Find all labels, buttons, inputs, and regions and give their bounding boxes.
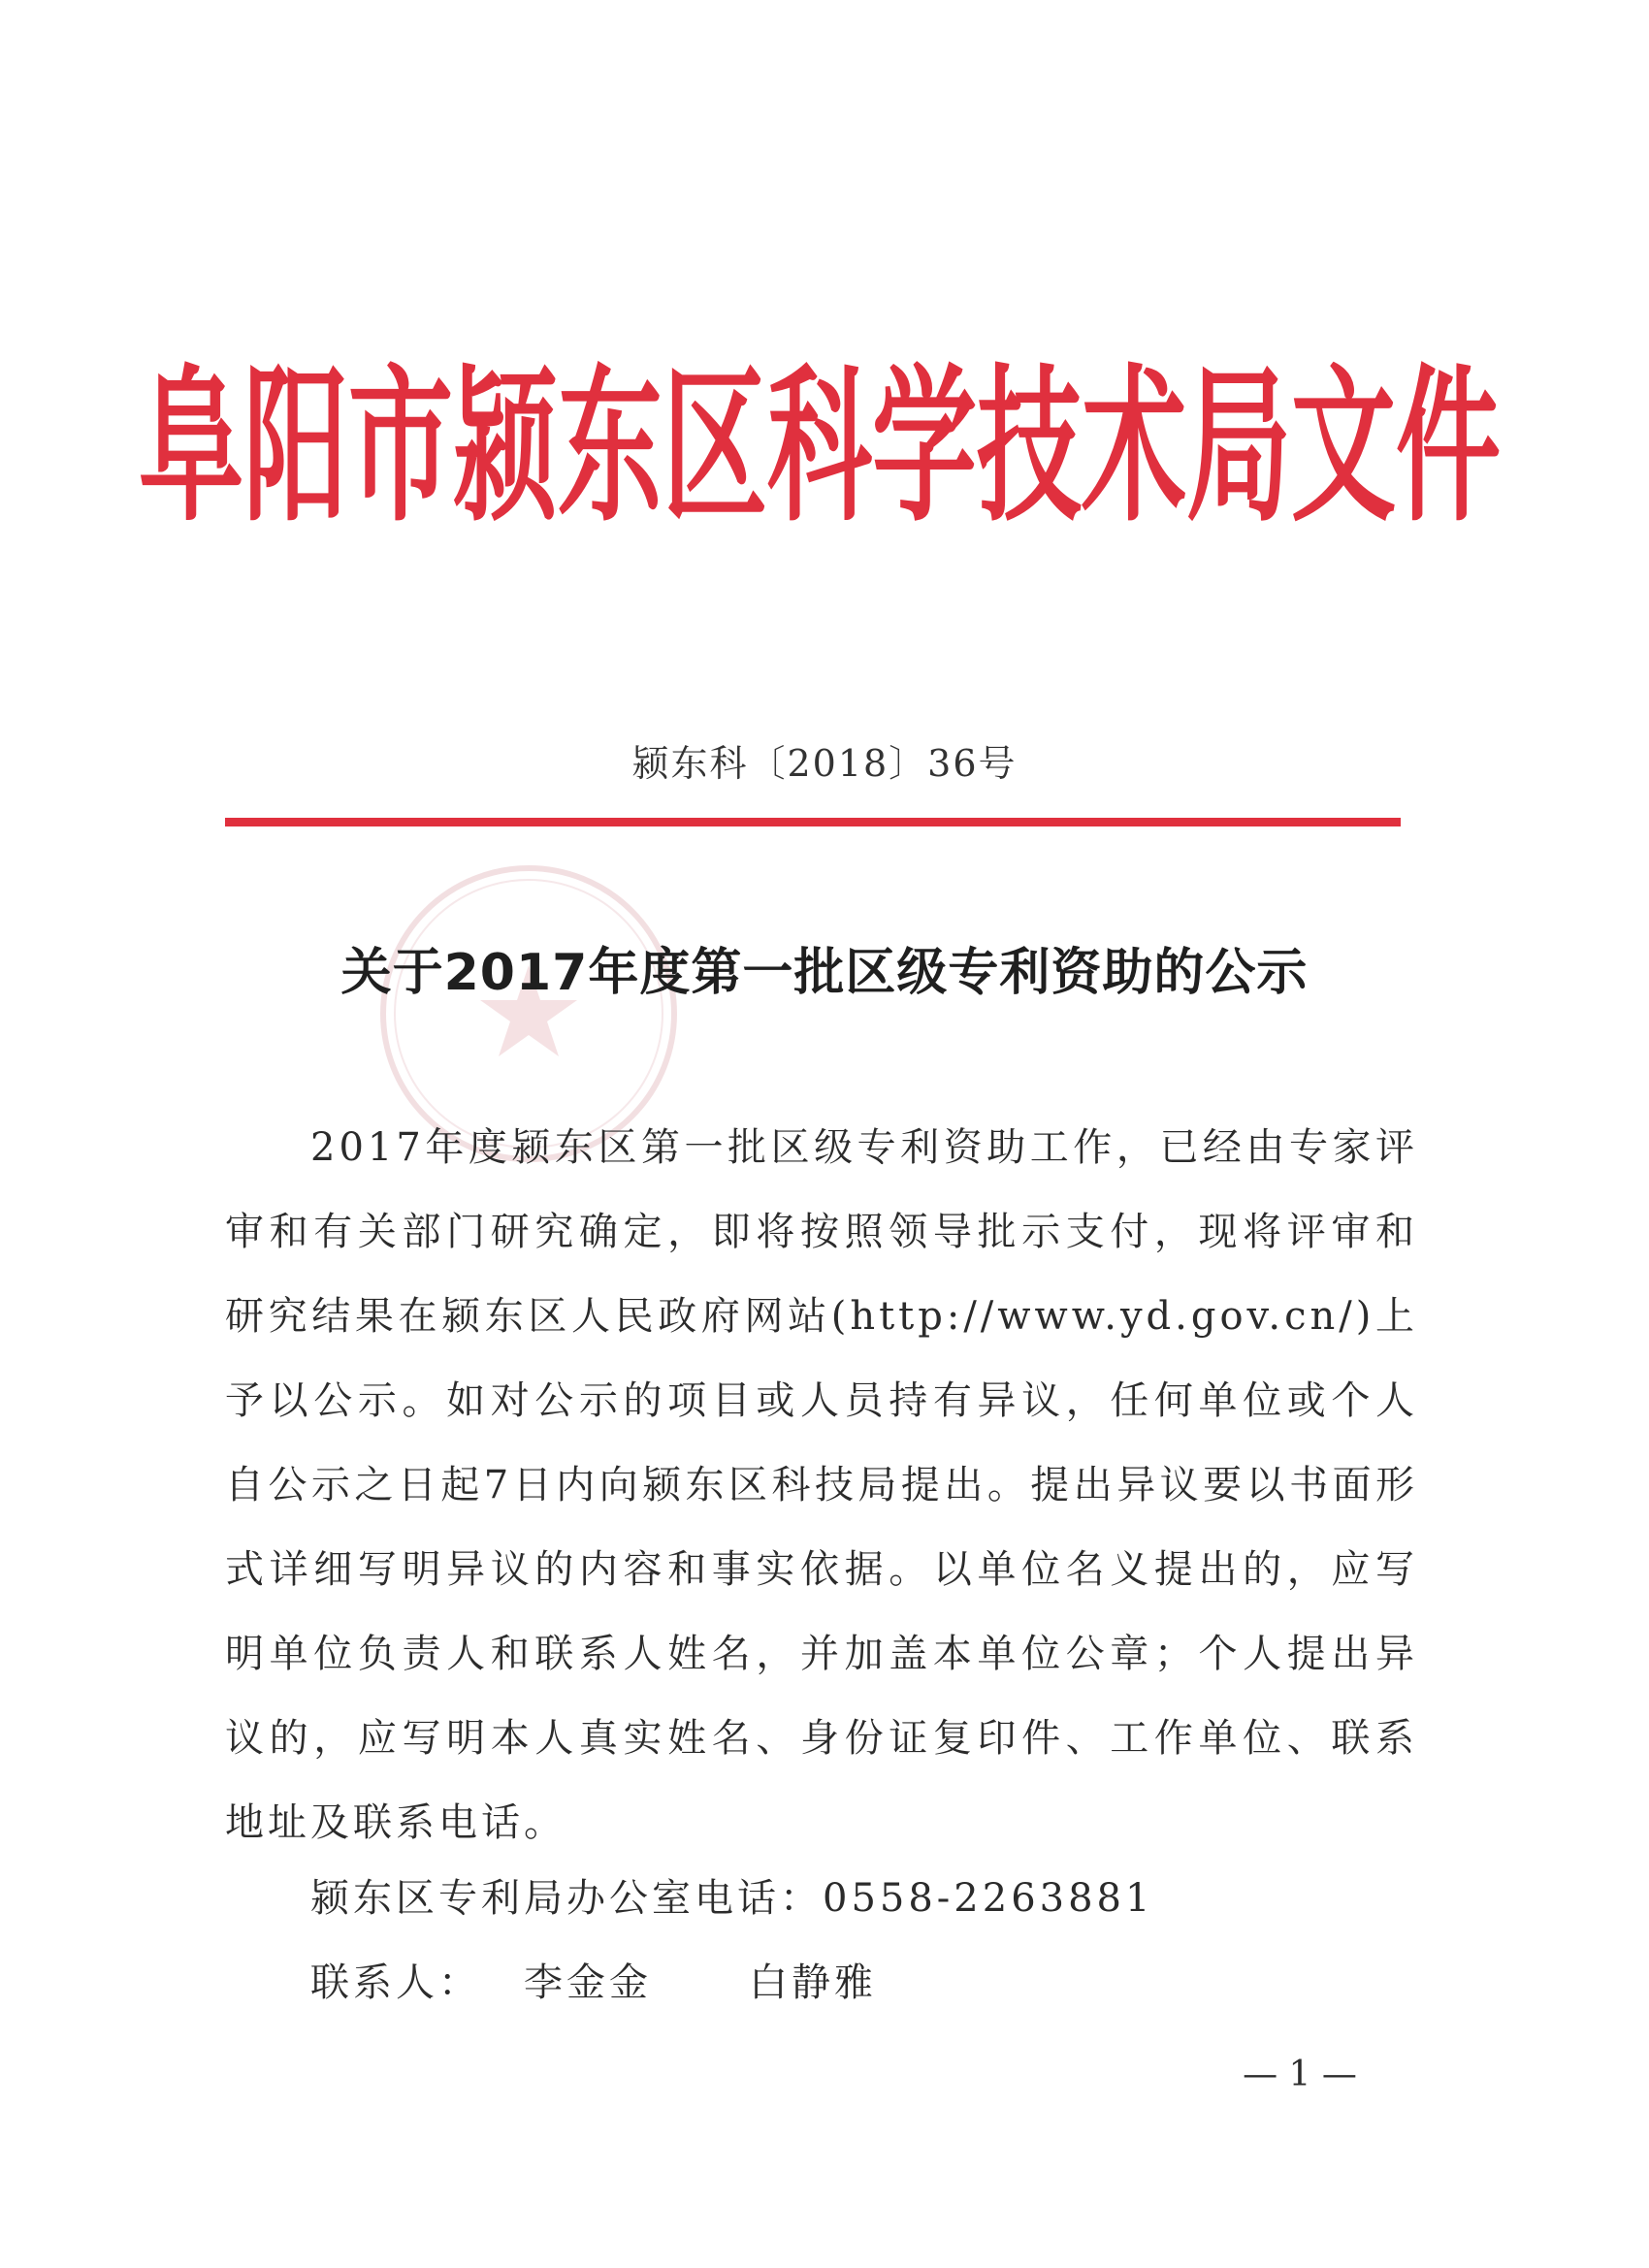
notice-body: 2017年度颍东区第一批区级专利资助工作，已经由专家评审和有关部门研究确定，即将按照领导批示支付，现将评审和研究结果在颍东区人民政府网站(http://www.yd.gov.cn/)上予以公示。如对公示的项目或人员持有异议，任何单位或个人自公示之日起7日内向颍东区科技局提出。提出异议要以书面形式详细写明异议的内容和事实依据。以单位名义提出的，应写明单位负责人和联系人姓名，并加盖本单位公章；个人提出异议的，应写明本人真实姓名、身份证复印件、工作单位、联系地址及联系电话。 xyxy=(225,1125,1418,1845)
contact-name-1: 李金金 xyxy=(524,1960,652,2005)
office-phone: 颍东区专利局办公室电话：0558-2263881 xyxy=(310,1876,1154,1921)
document-number: 颍东科〔2018〕36号 xyxy=(631,742,1018,785)
page-number: — 1 — xyxy=(1243,2055,1357,2094)
notice-title: 关于2017年度第一批区级专利资助的公示 xyxy=(340,944,1309,1002)
contact-persons xyxy=(310,1952,877,2007)
agency-masthead: 阜阳市颍东区科学技术局文件 xyxy=(139,350,1502,544)
contact-label: 联系人： xyxy=(310,1960,481,2005)
red-divider-line xyxy=(225,818,1401,826)
contact-name-2: 白静雅 xyxy=(749,1960,877,2005)
